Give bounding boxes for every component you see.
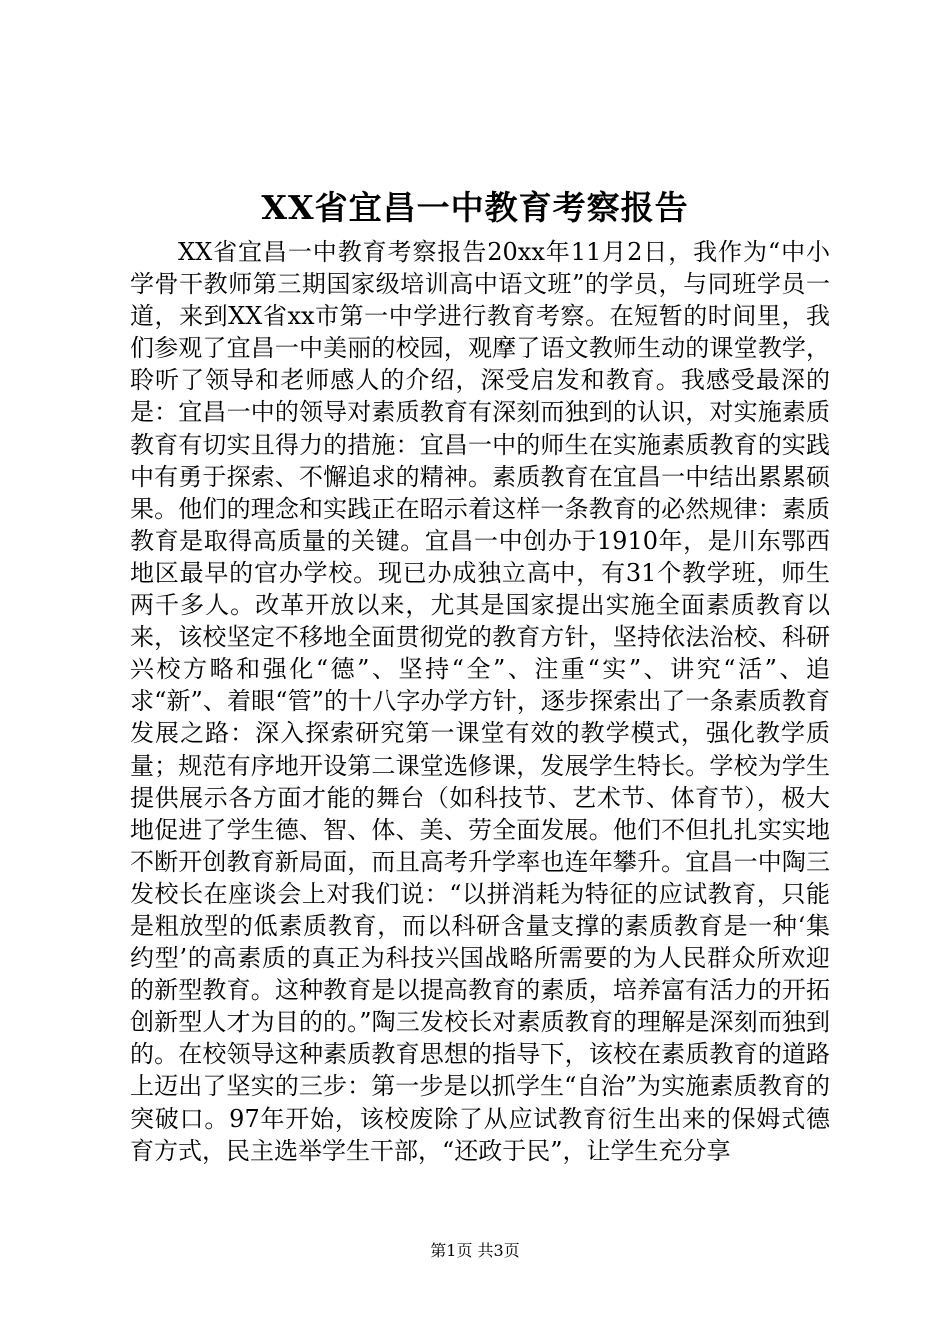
document-title: XX省宜昌一中教育考察报告 bbox=[261, 188, 689, 227]
document-body: XX省宜昌一中教育考察报告20xx年11月2日，我作为“中小学骨干教师第三期国家级培训高中语文班”的学员，与同班学员一道，来到XX省xx市第一中学进行教育考察。在短暂的时间里，我们参观了宜昌一中美丽的校园，观摩了语文教师生动的课堂教学，聆听了领导和老师感人的介绍，深受启发和教育。我感受最深的是：宜昌一中的领导对素质教育有深刻而独到的认识，对实施素质教育有切实且得力的措施：宜昌一中的师生在实施素质教育的实践中有勇于探索、不懈追求的精神。素质教育在宜昌一中结出累累硕果。他们的理念和实践正在昭示着这样一条教育的必然规律：素质教育是取得高质量的关键。宜昌一中创办于1910年，是川东鄂西地区最早的官办学校。现已办成独立高中，有31个教学班，师生两千多人。改革开放以来，尤其是国家提出实施全面素质教育以来，该校坚定不移地全面贯彻党的教育方针，坚持依法治校、科研兴校方略和强化“德”、坚持“全”、注重“实”、讲究“活”、追求“新”、着眼“管”的十八字办学方针，逐步探索出了一条素质教育发展之路：深入探索研究第一课堂有效的教学模式，强化教学质量；规范有序地开设第二课堂选修课，发展学生特长。学校为学生提供展示各方面才能的舞台（如科技节、艺术节、体育节），极大地促进了学生德、智、体、美、劳全面发展。他们不但扎扎实实地不断开创教育新局面，而且高考升学率也连年攀升。宜昌一中陶三发校长在座谈会上对我们说：“以拼消耗为特征的应试教育，只能是粗放型的低素质教育，而以科研含量支撑的素质教育是一种‘集约型’的高素质的真正为科技兴国战略所需要的为人民群众所欢迎的新型教育。这种教育是以提高教育的素质，培养富有活力的开拓创新型人才为目的的。”陶三发校长对素质教育的理解是深刻而独到的。在校领导这种素质教育思想的指导下，该校在素质教育的道路上迈出了坚实的三步：第一步是以抓学生“自治”为实施素质教育的突破口。97年开始，该校废除了从应试教育衍生出来的保姆式德育方式，民主选举学生干部，“还政于民”，让学生充分享 bbox=[130, 238, 830, 1165]
page-footer: 第1页 共3页 bbox=[430, 1241, 520, 1260]
